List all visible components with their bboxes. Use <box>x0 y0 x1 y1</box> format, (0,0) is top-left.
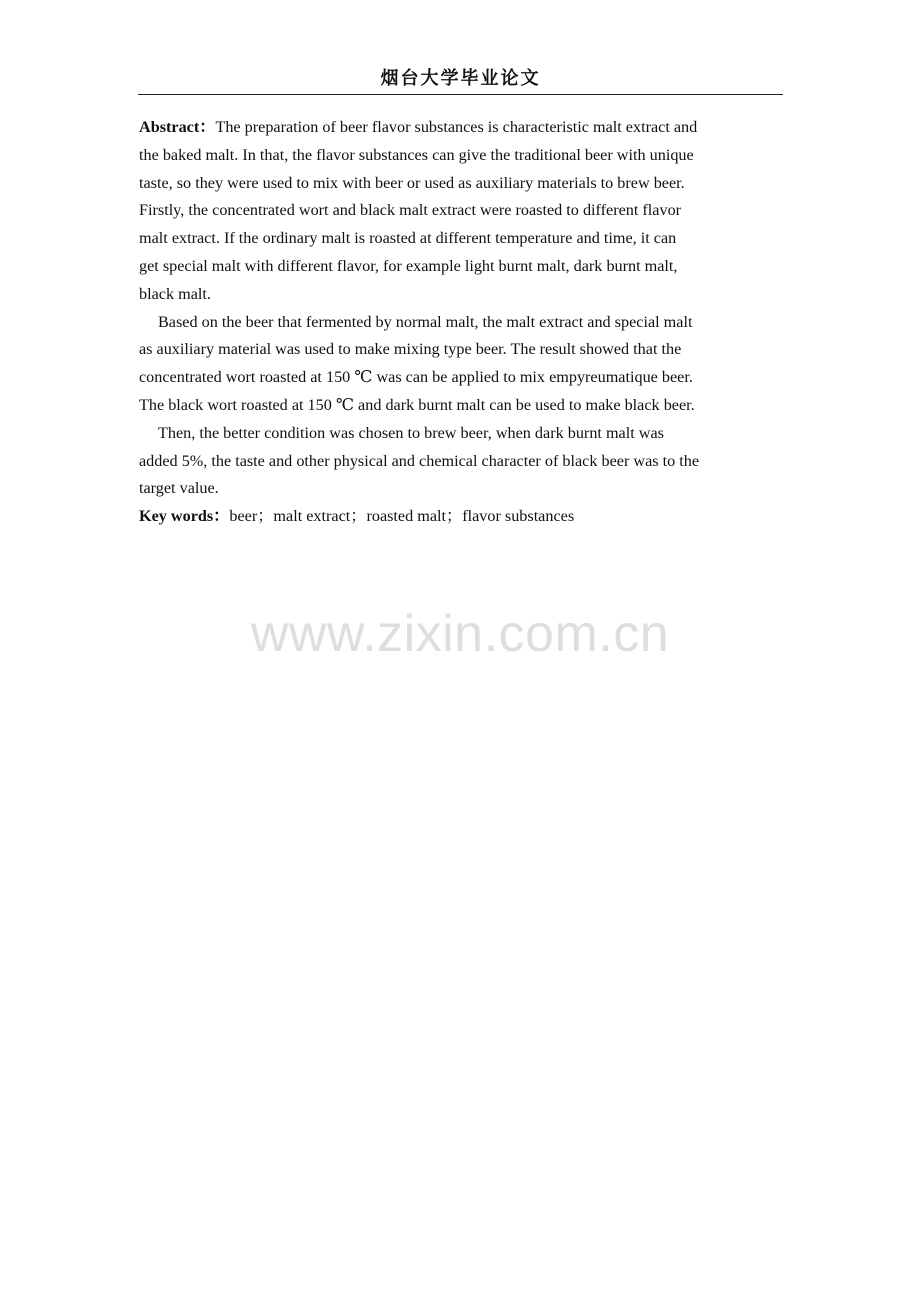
abstract-paragraph-2 <box>139 309 785 420</box>
abstract-line: as auxiliary material was used to make mixing type beer. The result showed that the <box>139 340 682 359</box>
abstract-line: The black wort roasted at 150 ℃ and dark burnt malt can be used to make black beer. <box>139 395 695 414</box>
abstract-line: concentrated wort roasted at 150 ℃ was can be applied to mix empyreumatique beer. <box>139 368 693 387</box>
abstract-line: taste, so they were used to mix with beer or used as auxiliary materials to brew beer. <box>139 173 685 192</box>
header-divider <box>138 94 783 95</box>
abstract-line-text: The preparation of beer flavor substances is characteristic malt extract and <box>215 118 698 136</box>
abstract-paragraph-1 <box>139 114 785 309</box>
abstract-line: the baked malt. In that, the flavor substances can give the traditional beer with unique <box>139 145 694 164</box>
abstract-line: added 5%, the taste and other physical and chemical character of black beer was to the <box>139 451 700 470</box>
abstract-line: get special malt with different flavor, for example light burnt malt, dark burnt malt, <box>139 256 678 275</box>
abstract-line: target value. <box>139 479 219 498</box>
abstract-line: malt extract. If the ordinary malt is roasted at different temperature and time, it can <box>139 229 677 248</box>
abstract-section <box>139 114 785 531</box>
abstract-line: Based on the beer that fermented by normal malt, the malt extract and special malt <box>158 312 693 331</box>
abstract-line: Then, the better condition was chosen to brew beer, when dark burnt malt was <box>158 423 664 442</box>
abstract-line: Firstly, the concentrated wort and black malt extract were roasted to different flavor <box>139 201 682 220</box>
keywords <box>139 503 785 531</box>
abstract-paragraph-3 <box>139 420 785 503</box>
abstract-line: black malt. <box>139 284 211 303</box>
abstract-line <box>139 114 785 142</box>
keywords-label: Key words： <box>139 507 230 526</box>
watermark-text: www.zixin.com.cn <box>250 605 670 663</box>
abstract-label: Abstract： <box>139 118 216 136</box>
keywords-value: beer；malt extract；roasted malt；flavor substances <box>229 507 575 526</box>
page-header-title: 烟台大学毕业论文 <box>380 68 541 89</box>
keywords-line <box>139 503 785 531</box>
